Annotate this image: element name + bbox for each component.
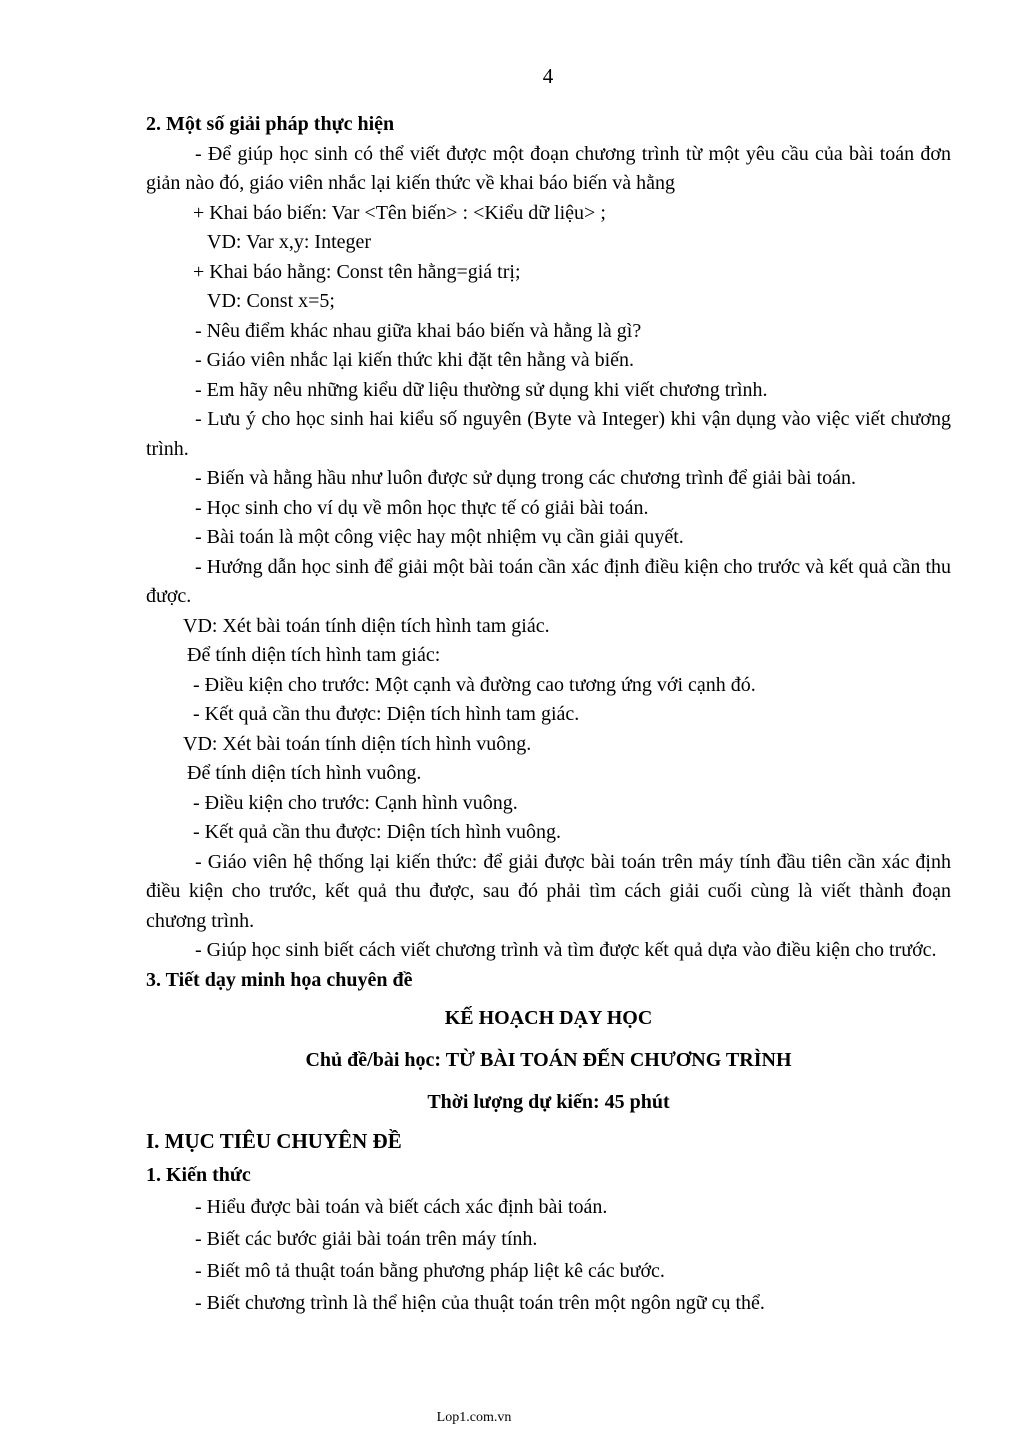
- plan-topic: Chủ đề/bài học: TỪ BÀI TOÁN ĐẾN CHƯƠNG TRÌNH: [305, 1049, 792, 1071]
- paragraph: - Giáo viên nhắc lại kiến thức khi đặt tên hằng và biến.: [195, 349, 635, 371]
- example-condition: - Điều kiện cho trước: Một cạnh và đường cao tương ứng với cạnh đó.: [193, 673, 756, 696]
- example-title: VD: Xét bài toán tính diện tích hình tam giác.: [183, 614, 550, 637]
- paragraph: - Học sinh cho ví dụ về môn học thực tế có giải bài toán.: [195, 496, 649, 519]
- section-2-heading: 2. Một số giải pháp thực hiện: [146, 113, 395, 135]
- objective-item: - Biết mô tả thuật toán bằng phương pháp liệt kê các bước.: [195, 1260, 665, 1282]
- paragraph: - Giúp học sinh biết cách viết chương trình và tìm được kết quả dựa vào điều kiện cho trước.: [195, 939, 937, 961]
- const-example: VD: Const x=5;: [207, 290, 335, 312]
- section-3-heading: 3. Tiết dạy minh họa chuyên đề: [146, 968, 413, 991]
- paragraph: - Giáo viên hệ thống lại kiến thức: để giải được bài toán trên máy tính đầu tiên cần xác định điều kiện cho trước, kết quả thu được, sau đó phải tìm cách giải cuối cùng là viết thành đoạn chương trình.: [146, 850, 951, 932]
- document-body: [146, 110, 951, 1319]
- paragraph: - Bài toán là một công việc hay một nhiệm vụ cần giải quyết.: [195, 526, 684, 548]
- paragraph: - Biến và hằng hầu như luôn được sử dụng trong các chương trình để giải bài toán.: [195, 467, 857, 489]
- knowledge-heading: 1. Kiến thức: [146, 1164, 251, 1186]
- example-title: VD: Xét bài toán tính diện tích hình vuông.: [183, 732, 532, 755]
- objective-item: - Hiểu được bài toán và biết cách xác định bài toán.: [195, 1196, 608, 1218]
- var-declaration: + Khai báo biến: Var <Tên biến> : <Kiểu dữ liệu> ;: [193, 201, 606, 224]
- page-number: 4: [542, 64, 554, 88]
- paragraph: - Em hãy nêu những kiểu dữ liệu thường sử dụng khi viết chương trình.: [195, 378, 768, 401]
- paragraph: - Hướng dẫn học sinh để giải một bài toán cần xác định điều kiện cho trước và kết quả cần thu được.: [146, 555, 951, 607]
- example-condition: - Điều kiện cho trước: Cạnh hình vuông.: [193, 791, 518, 814]
- example-intro: Để tính diện tích hình tam giác:: [187, 644, 441, 666]
- example-result: - Kết quả cần thu được: Diện tích hình tam giác.: [193, 703, 580, 725]
- example-intro: Để tính diện tích hình vuông.: [187, 762, 422, 784]
- objectives-heading: I. MỤC TIÊU CHUYÊN ĐỀ: [146, 1129, 402, 1153]
- plan-duration: Thời lượng dự kiến: 45 phút: [427, 1091, 670, 1113]
- const-declaration: + Khai báo hằng: Const tên hằng=giá trị;: [193, 260, 521, 283]
- page-footer: Lop1.com.vn: [436, 1410, 512, 1425]
- var-example: VD: Var x,y: Integer: [207, 231, 372, 253]
- plan-title: KẾ HOẠCH DẠY HỌC: [444, 1007, 653, 1029]
- paragraph: - Để giúp học sinh có thể viết được một đoạn chương trình từ một yêu cầu của bài toán đơn giản nào đó, giáo viên nhắc lại kiến thức về khai báo biến và hằng: [146, 142, 951, 194]
- paragraph: - Lưu ý cho học sinh hai kiểu số nguyên (Byte và Integer) khi vận dụng vào việc viết chương trình.: [146, 408, 951, 460]
- paragraph: - Nêu điểm khác nhau giữa khai báo biến và hằng là gì?: [195, 319, 642, 342]
- example-result: - Kết quả cần thu được: Diện tích hình vuông.: [193, 821, 561, 843]
- objective-item: - Biết chương trình là thể hiện của thuật toán trên một ngôn ngữ cụ thể.: [195, 1292, 765, 1314]
- objective-item: - Biết các bước giải bài toán trên máy tính.: [195, 1228, 538, 1250]
